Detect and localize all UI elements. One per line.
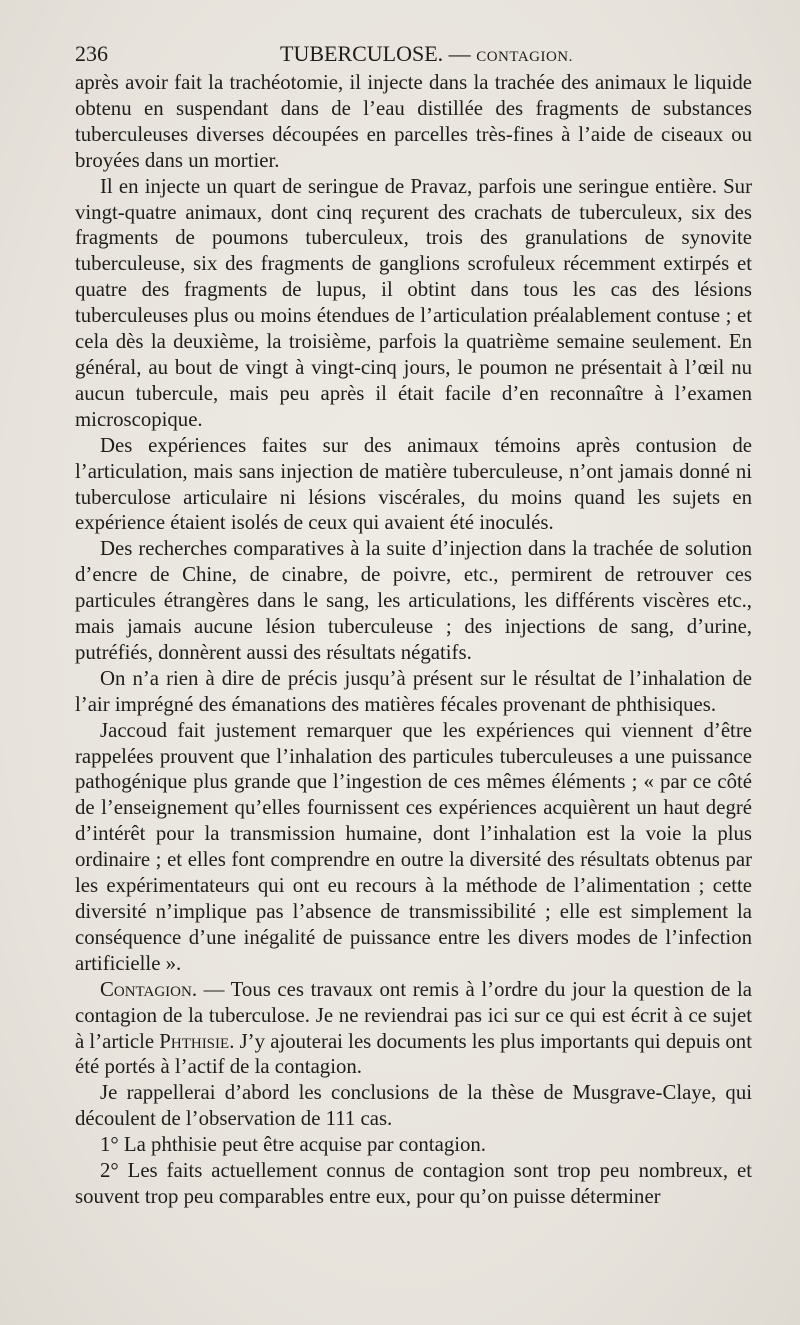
running-title-main: TUBERCULOSE. — [280,41,471,66]
paragraph-text: — Tous ces travaux ont remis à l’ordre du jour la question de la contagion de la tuberculose. Je ne reviendrai pas ici sur ce qui est écrit à ce sujet à l’article [75,977,752,1053]
list-item: 2° Les faits actuellement connus de contagion sont trop peu nombreux, et souvent trop peu comparables entre eux, pour qu’on puisse déterminer [75,1159,752,1208]
running-header [75,38,752,70]
paragraph: Des recherches comparatives à la suite d’injection dans la trachée de solution d’encre de Chine, de cinabre, de poivre, etc., permirent de retrouver ces particules étrangères dans le sang, les articulations, les différents viscères etc., mais jamais aucune lésion tuberculeuse ; des injections de sang, d’urine, putréfiés, donnèrent aussi des résultats négatifs. [75,537,752,664]
body-text [75,70,752,1210]
paragraph: Il en injecte un quart de seringue de Pravaz, parfois une seringue entière. Sur vingt-quatre animaux, dont cinq reçurent des crachats de tuberculeux, six des fragments de poumons tuberculeux, trois des granulations de synovite tuberculeuse, six des fragments de ganglions scrofuleux récemment extirpés et quatre des fragments de lupus, il obtint dans tous les cas des lésions tuberculeuses plus ou moins étendues de l’articulation préalablement contuse ; et cela dès la deuxième, la troisième, parfois la quatrième semaine seulement. En général, au bout de vingt à vingt-cinq jours, le poumon ne présentait à l’œil nu aucun tubercule, mais peu après il était facile d’en reconnaître à l’examen microscopique. [75,174,752,431]
section-lead: Contagion. [100,977,198,1001]
paragraph-contagion [75,977,752,1081]
paragraph: Des expériences faites sur des animaux témoins après contusion de l’articulation, mais sans injection de matière tuberculeuse, n’ont jamais donné ni tuberculose articulaire ni lésions viscérales, du moins quand les sujets en expérience étaient isolés de ceux qui avaient été inoculés. [75,433,752,535]
running-title [280,38,573,73]
paragraph: Je rappellerai d’abord les conclusions de la thèse de Musgrave-Claye, qui découlent de l’observation de 111 cas. [75,1081,752,1131]
article-reference: Phthisie [159,1029,230,1053]
paragraph: après avoir fait la trachéotomie, il injecte dans la trachée des animaux le liquide obtenu en suspendant dans de l’eau distillée des fragments de substances tuberculeuses diverses découpées en parcelles très-fines à l’aide de ciseaux ou broyées dans un mortier. [75,71,752,172]
paragraph-text-tail: . J’y ajouterai les documents les plus importants qui depuis ont été portés à l’actif de la contagion. [75,1029,752,1079]
list-item: 1° La phthisie peut être acquise par contagion. [100,1133,486,1157]
paragraph: On n’a rien à dire de précis jusqu’à présent sur le résultat de l’inhalation de l’air imprégné des émanations des matières fécales provenant de phthisiques. [75,666,752,716]
page-number: 236 [75,41,108,66]
running-title-section: CONTAGION. [476,49,573,65]
paragraph: Jaccoud fait justement remarquer que les expériences qui viennent d’être rappelées prouvent que l’inhalation des particules tuberculeuses a une puissance pathogénique plus grande que l’ingestion de ces mêmes éléments ; « par ce côté de l’enseignement qu’elles fournissent ces expériences acquièrent un haut degré d’intérêt pour la transmission humaine, dont l’inhalation est la voie la plus ordinaire ; et elles font comprendre en outre la diversité des résultats obtenus par les expérimentateurs qui ont eu recours à la méthode de l’alimentation ; cette diversité n’implique pas l’absence de transmissibilité ; elle est simplement la conséquence d’une inégalité de puissance entre les divers modes de l’infection artificielle ». [75,718,752,975]
